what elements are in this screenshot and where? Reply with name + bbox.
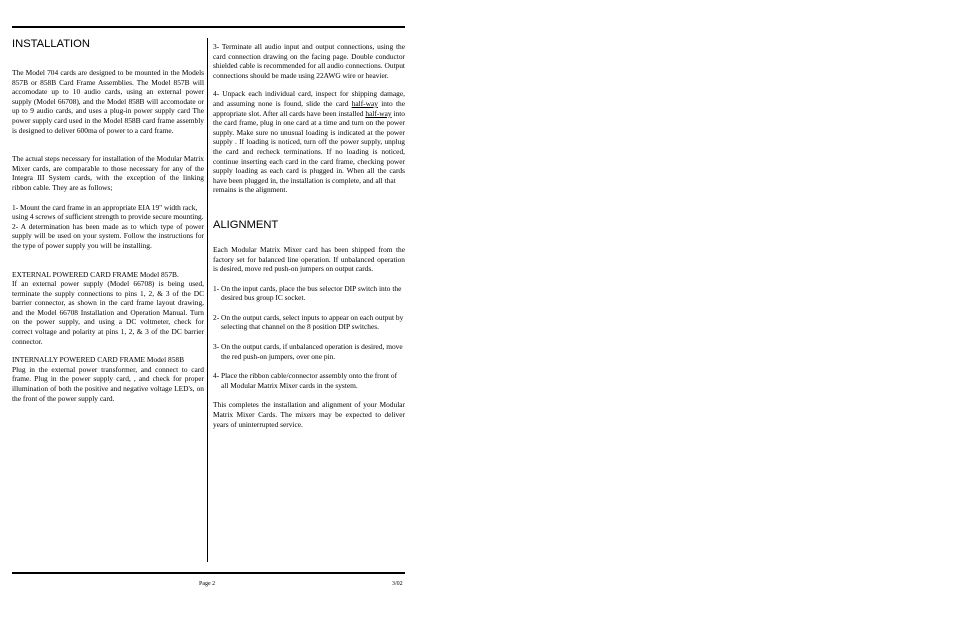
step-3: 3- Terminate all audio input and output connections, using the card connection drawing on the facing page. Double conductor shielded cable is recommended for all audio connections. Output connections should be made using 22AWG wire or heavier.: [213, 42, 405, 80]
step-1: 1- Mount the card frame in an appropriate EIA 19" width rack, using 4 screws of sufficient strength to provide secure mounting.: [12, 202, 204, 222]
top-rule: [12, 26, 405, 28]
right-column: [213, 42, 405, 429]
alignment-step-4: 4- Place the ribbon cable/connector assembly onto the front of all Modular Matrix Mixer cards in the system.: [213, 371, 398, 390]
installation-steps-intro: The actual steps necessary for installation of the Modular Matrix Mixer cards, are comparable to those necessary for any of the Integra III System cards, with the exception of the linking ribbon cable. They are as follows;: [12, 154, 204, 192]
internal-power-body: Plug in the external power transformer, and connect to card frame. Plug in the power supply card, , and check for proper illumination of both the positive and negative voltage LED's, on the front of the power supply card.: [12, 364, 204, 403]
step-2: 2- A determination has been made as to which type of power supply will be used on your system. Follow the instructions for the type of power supply you will be installing.: [12, 221, 204, 250]
half-way-emphasis: half-way: [365, 108, 392, 118]
closing-paragraph: This completes the installation and alignment of your Modular Matrix Mixer Cards. The mixers may be expected to deliver years of uninterrupted service.: [213, 400, 405, 429]
alignment-heading: ALIGNMENT: [213, 218, 279, 231]
internal-power-title: INTERNALLY POWERED CARD FRAME Model 858B: [12, 355, 185, 365]
alignment-step-2: 2- On the output cards, select inputs to appear on each output by selecting that channel on the 8 position DIP switches.: [213, 312, 404, 332]
installation-heading: INSTALLATION: [12, 38, 90, 50]
revision-date: 3/02: [392, 581, 403, 587]
step-4-end: remains is the alignment.: [213, 185, 288, 195]
installation-intro: The Model 704 cards are designed to be mounted in the Models 857B or 858B Card Frame Assemblies. The Model 857B will accomodate up to 10 audio cards, using an external power supply (Model 66708), and the Model 858B will accomodate or up to 9 audio cards, and uses a plug-in power supply card The power supply card used in the Model 858B card frame assembly is designed to deliver 600ma of power to a card frame.: [12, 68, 204, 135]
alignment-intro: Each Modular Matrix Mixer card has been shipped from the factory set for balanced line operation. If unbalanced operation is desired, move red push-on jumpers on output cards.: [213, 244, 405, 274]
bottom-rule: [12, 572, 405, 574]
step-4-text-b: into the appropriate slot. After all cards have been installed: [213, 98, 405, 118]
alignment-step-3: 3- On the output cards, if unbalanced operation is desired, move the red push-on jumpers, over one pin.: [213, 342, 403, 361]
step-4-text-c: into the card frame, plug in one card at a time and turn on the power supply. Make sure no unusual loading is indicated at the power supply . If loading is noticed, turn off the power supply, unplug the card and recheck terminations. If no loading is noticed, continue inserting each card in the card frame, checking power supply loading as each card is plugged in. When all the cards have been plugged in, the installation is complete, and all that: [213, 108, 405, 185]
half-way-emphasis: half-way: [351, 98, 378, 108]
step-4: [213, 89, 405, 185]
left-column: [12, 38, 204, 403]
page-number: Page 2: [199, 581, 216, 587]
external-power-title: EXTERNAL POWERED CARD FRAME Model 857B.: [12, 269, 179, 279]
step-4-text-a: 4- Unpack each individual card, inspect for shipping damage, and assuming none is found, slide the card: [213, 89, 405, 108]
column-divider: [207, 38, 208, 562]
alignment-step-1: 1- On the input cards, place the bus selector DIP switch into the desired bus group IC socket.: [213, 283, 402, 303]
external-power-body: If an external power supply (Model 66708) is being used, terminate the supply connections to pins 1, 2, & 3 of the DC barrier connector, as shown in the card frame layout drawing, and the Model 66708 Installation and Operation Manual. Turn on the power supply, and using a DC voltmeter, check for correct voltage and polarity at pins 1, 2, & 3 of the DC barrier connector.: [12, 279, 204, 346]
